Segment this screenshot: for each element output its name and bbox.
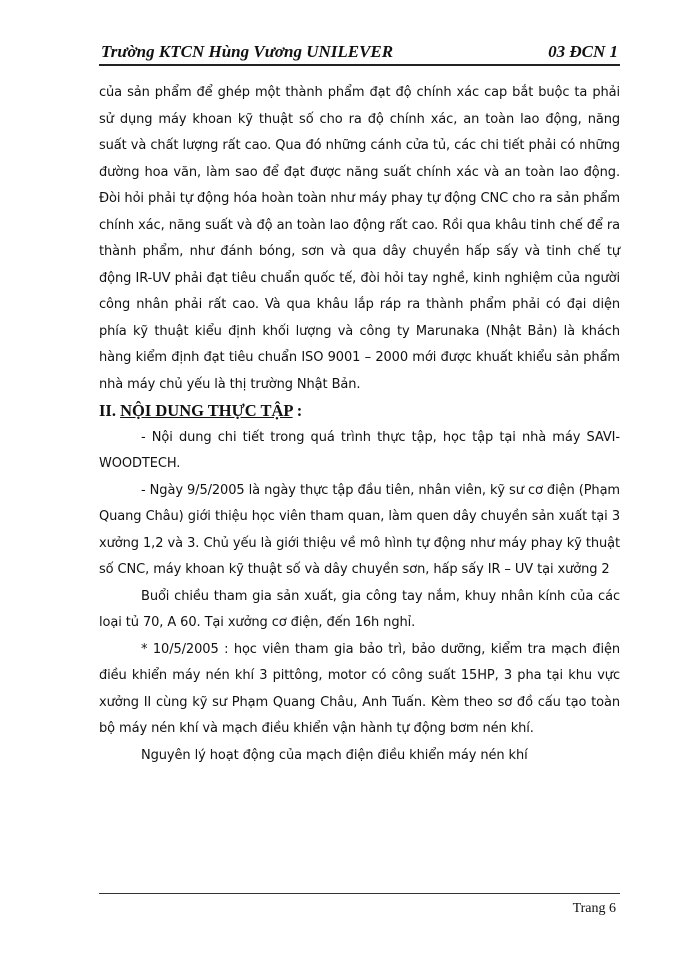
page-number: Trang 6: [572, 901, 616, 916]
section-number: II.: [99, 401, 121, 420]
footer-divider: [99, 893, 620, 894]
header-school-title: Trường KTCN Hùng Vương UNILEVER: [101, 42, 394, 61]
header-class-code: 03 ĐCN 1: [548, 42, 618, 61]
paragraph-day-two: * 10/5/2005 : học viên tham gia bảo trì, bảo dưỡng, kiểm tra mạch điện điều khiển máy nén khí 3 pittông, motor có công suất 15HP, 3 pha tại khu vực xưởng II cùng kỹ sư Phạm Quang Châu, Anh Tuấn. Kèm theo sơ đồ cấu tạo toàn bộ máy nén khí và mạch điều khiển vận hành tự động bơm nén khí.: [99, 641, 620, 736]
page-header: [99, 40, 620, 66]
section-title: NỘI DUNG THỰC TẬP: [120, 401, 293, 420]
paragraph-content-summary: - Nội dung chi tiết trong quá trình thực tập, học tập tại nhà máy SAVI-WOODTECH.: [99, 429, 620, 471]
paragraph-principle: Nguyên lý hoạt động của mạch điện điều khiển máy nén khí: [141, 747, 528, 763]
section-suffix: :: [292, 401, 303, 420]
page-body: [99, 80, 620, 769]
paragraph-intro: của sản phẩm để ghép một thành phẩm đạt độ chính xác cap bắt buộc ta phải sử dụng máy khoan kỹ thuật số cho ra độ chính xác, an toàn lao động, năng suất và chất lượng rất cao. Qua đó những cánh cửa tủ, các chi tiết phải có những đường hoa văn, làm sao để đạt được năng suất chính xác và an toàn lao động. Đòi hỏi phải tự động hóa hoàn toàn như máy phay tự động CNC cho ra sản phẩm chính xác, năng suất và độ an toàn lao động rất cao. Rồi qua khâu tinh chế để ra thành phẩm, như đánh bóng, sơn và qua dây chuyền hấp sấy và tinh chế tự động IR-UV phải đạt tiêu chuẩn quốc tế, đòi hỏi tay nghề, kinh nghiệm của người công nhân phải rất cao. Và qua khâu lắp ráp ra thành phẩm phải có đại diện phía kỹ thuật kiểu định khối lượng và công ty Marunaka (Nhật Bản) là khách hàng kiểm định đạt tiêu chuẩn ISO 9001 – 2000 mới được khuất khiểu sản phẩm nhà máy chủ yếu là thị trường Nhật Bản.: [99, 85, 620, 392]
section-heading: [99, 398, 620, 425]
paragraph-afternoon: Buổi chiều tham gia sản xuất, gia công tay nắm, khuy nhân kính của các loại tủ 70, A 60. Tại xưởng cơ điện, đến 16h nghỉ.: [99, 588, 620, 630]
paragraph-day-one: - Ngày 9/5/2005 là ngày thực tập đầu tiên, nhân viên, kỹ sư cơ điện (Phạm Quang Châu) giới thiệu học viên tham quan, làm quen dây chuyền sản xuất tại 3 xưởng 1,2 và 3. Chủ yếu là giới thiệu về mô hình tự động như máy phay kỹ thuật số CNC, máy khoan kỹ thuật số và dây chuyền sơn, hấp sấy IR – UV tại xưởng 2: [99, 482, 620, 577]
